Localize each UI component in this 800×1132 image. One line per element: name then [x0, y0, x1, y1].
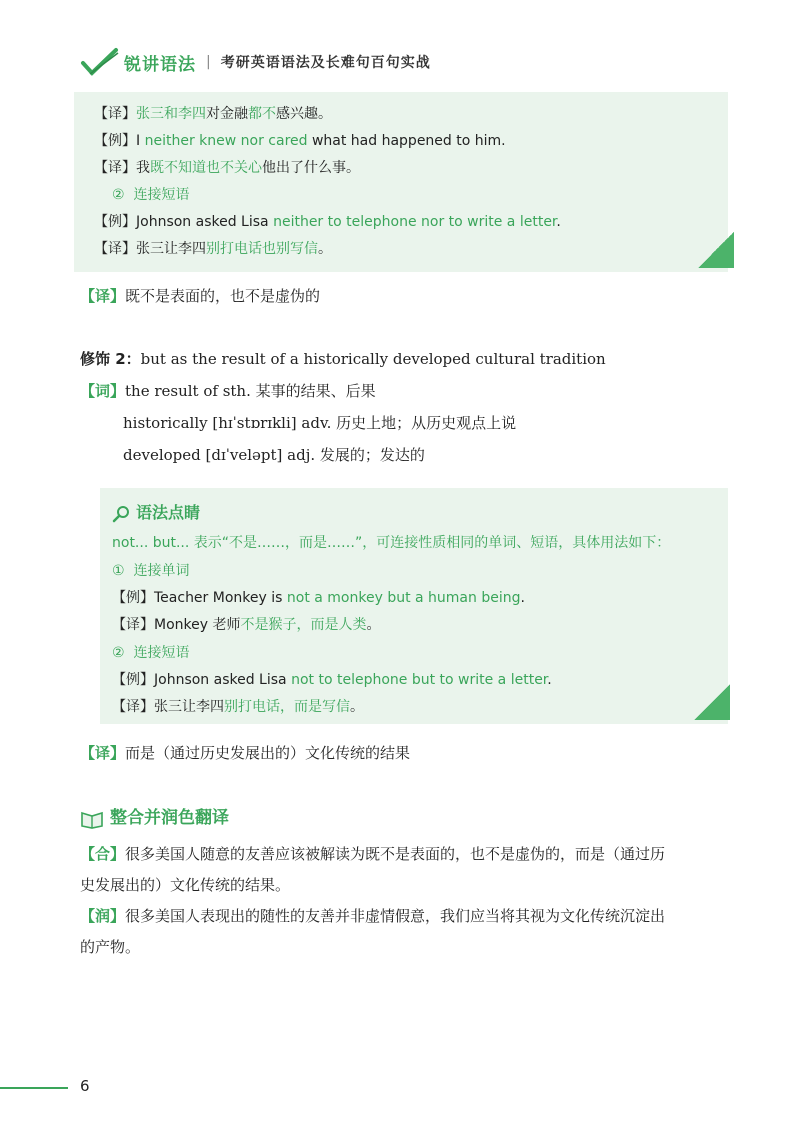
vocab-line-2: historically [hɪˈstɒrɪkli] adv. 历史上地；从历史观点上说 — [123, 414, 517, 432]
panel-corner-2 — [694, 684, 730, 720]
panel-corner-1 — [698, 232, 734, 268]
grammar-line-3: 【译】Monkey 老师不是猴子，而是人类。 — [112, 617, 381, 633]
vocab-line-1: 【词】the result of sth. 某事的结果、后果 — [80, 382, 376, 400]
box1-line-3: 【译】我既不知道也不关心他出了什么事。 — [94, 160, 360, 176]
polished-line-1: 【润】很多美国人表现出的随性的友善并非虚情假意，我们应当将其视为文化传统沉淀出 — [80, 907, 666, 925]
page-header — [80, 44, 431, 80]
brand-logo: 锐讲语法 — [124, 54, 196, 75]
open-book-icon — [80, 809, 104, 829]
header-separator: | — [206, 54, 211, 70]
grammar-intro: not... but... 表示“不是……，而是……”，可连接性质相同的单词、短语，具体用法如下： — [112, 535, 671, 551]
vocab-line-3: developed [dɪˈveləpt] adj. 发展的；发达的 — [123, 446, 425, 464]
grammar-sub-2: ② 连接短语 — [112, 645, 190, 661]
combined-line-1: 【合】很多美国人随意的友善应该被解读为既不是表面的，也不是虚伪的，而是（通过历 — [80, 845, 666, 863]
polished-line-2: 的产物。 — [80, 938, 141, 956]
translation-1: 【译】既不是表面的，也不是虚伪的 — [80, 287, 321, 305]
page-number: 6 — [80, 1077, 90, 1095]
box1-subheading: ② 连接短语 — [112, 187, 190, 203]
combined-line-2: 史发展出的）文化传统的结果。 — [80, 876, 291, 894]
footer-rule — [0, 1087, 68, 1089]
check-pen-icon — [80, 47, 120, 77]
grammar-line-2: 【例】Teacher Monkey is not a monkey but a human being. — [112, 590, 525, 606]
book-title: 考研英语语法及长难句百句实战 — [220, 55, 431, 71]
magnifier-icon — [112, 505, 130, 523]
grammar-line-5: 【例】Johnson asked Lisa not to telephone but to write a letter. — [112, 672, 552, 688]
modifier-2: 修饰 2：but as the result of a historically developed cultural tradition — [80, 350, 606, 368]
box1-line-1: 【译】张三和李四对金融都不感兴趣。 — [94, 106, 332, 122]
box1-line-6: 【译】张三让李四别打电话也别写信。 — [94, 241, 332, 257]
final-section-title: 整合并润色翻译 — [80, 803, 229, 829]
grammar-sub-1: ① 连接单词 — [112, 563, 190, 579]
box1-line-2: 【例】I neither knew nor cared what had happened to him. — [94, 133, 506, 149]
box1-line-5: 【例】Johnson asked Lisa neither to telephone nor to write a letter. — [94, 214, 561, 230]
grammar-title: 语法点睛 — [112, 500, 200, 523]
grammar-line-6: 【译】张三让李四别打电话，而是写信。 — [112, 699, 364, 715]
translation-2: 【译】而是（通过历史发展出的）文化传统的结果 — [80, 744, 411, 762]
